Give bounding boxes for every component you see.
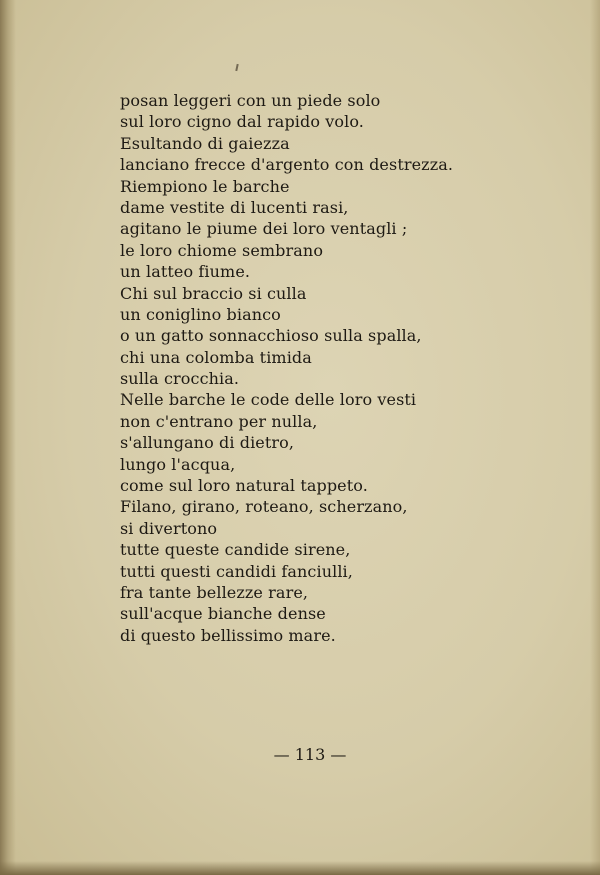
poem-line: sull'acque bianche dense [120, 604, 326, 624]
page-edge-right [590, 0, 600, 875]
poem-line: s'allungano di dietro, [120, 433, 295, 453]
poem-line: posan leggeri con un piede solo [120, 91, 381, 110]
poem-line: lungo l'acqua, [120, 454, 236, 474]
poem-line: come sul loro natural tappeto. [120, 476, 368, 496]
poem-line: tutti questi candidi fanciulli, [120, 561, 353, 581]
spine-shadow [0, 0, 16, 875]
poem-line: di questo bellissimo mare. [120, 625, 336, 645]
poem-line: Chi sul braccio si culla [120, 283, 307, 303]
poem-line: non c'entrano per nulla, [120, 411, 318, 431]
poem-line: sul loro cigno dal rapido volo. [120, 112, 364, 132]
poem-line: chi una colomba timida [120, 347, 312, 367]
poem-line: lanciano frecce d'argento con destrezza. [120, 155, 454, 175]
poem-line: si divertono [120, 518, 218, 538]
ink-speck [235, 64, 238, 71]
poem-line: sulla crocchia. [120, 369, 240, 389]
poem-line: le loro chiome sembrano [120, 240, 324, 260]
poem-line: fra tante bellezze rare, [120, 582, 309, 602]
poem-line: Riempiono le barche [120, 176, 290, 196]
poem-line: tutte queste candide sirene, [120, 540, 351, 560]
poem-text [120, 90, 454, 646]
poem-line: Esultando di gaiezza [120, 133, 290, 153]
poem-line: o un gatto sonnacchioso sulla spalla, [120, 326, 422, 346]
poem-line: un coniglino bianco [120, 304, 281, 324]
poem-line: agitano le piume dei loro ventagli ; [120, 219, 408, 239]
page-number: — 113 — [273, 745, 347, 764]
poem-line: Filano, girano, roteano, scherzano, [120, 497, 408, 517]
page-edge-bottom [0, 861, 600, 875]
poem-line: dame vestite di lucenti rasi, [120, 197, 349, 217]
poem-line: un latteo fiume. [120, 262, 251, 282]
poem-line: Nelle barche le code delle loro vesti [120, 390, 417, 410]
